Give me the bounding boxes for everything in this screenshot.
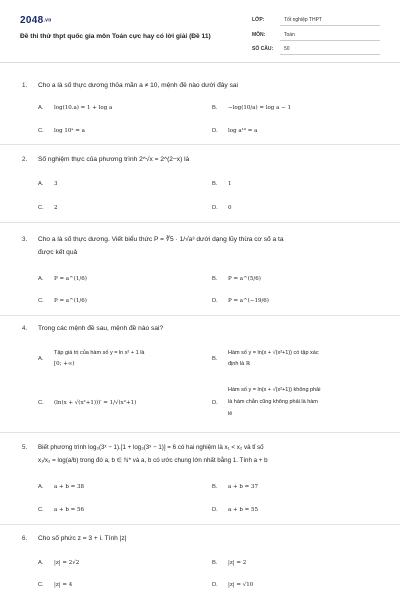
option-a-text[interactable]: a + b = 38 <box>54 484 85 490</box>
option-d-text[interactable]: log a¹⁰ = a <box>228 128 258 134</box>
option-b-text[interactable]: 1 <box>228 181 232 187</box>
option-b-text[interactable]: P = a^(5/6) <box>228 276 261 282</box>
option-letter: A. <box>38 181 44 187</box>
exam-header <box>0 0 400 63</box>
meta-value-count: 50 <box>284 46 290 52</box>
option-c-text[interactable]: (ln(x + √(x²+1)))′ = 1/√(x²+1) <box>54 400 137 406</box>
option-letter: C. <box>38 400 44 406</box>
option-letter: D. <box>212 128 218 134</box>
option-b-text[interactable]: a + b = 37 <box>228 484 259 490</box>
question-text-line1: Biết phương trình log₃(3ˣ − 1).[1 + log₃(3ˣ − 1)] = 6 có hai nghiệm là x₁ < x₂ và tỉ số <box>38 444 264 451</box>
option-letter: C. <box>38 582 44 588</box>
option-b-line2[interactable]: định là ℝ <box>228 361 251 367</box>
option-b-line1[interactable]: Hàm số y = ln(x + √(x²+1)) có tập xác <box>228 350 319 356</box>
meta-label-grade: LỚP: <box>252 17 265 23</box>
option-letter: C. <box>38 205 44 211</box>
option-letter: B. <box>212 181 218 187</box>
option-letter: B. <box>212 356 218 362</box>
question-number: 3. <box>22 236 28 243</box>
option-b-text[interactable]: −log(10/a) = log a − 1 <box>228 105 291 111</box>
question-text: Cho a là số thực dương thỏa mãn a ≠ 10, mệnh đề nào dưới đây sai <box>38 82 238 89</box>
option-letter: A. <box>38 105 44 111</box>
option-a-line2[interactable]: [0; +∞) <box>54 361 75 367</box>
meta-value-subject: Toán <box>284 32 295 38</box>
logo-suffix: .vn <box>43 17 52 24</box>
logo-text: 2048 <box>20 15 44 26</box>
question-divider <box>0 524 400 525</box>
option-letter: D. <box>212 582 218 588</box>
option-letter: C. <box>38 298 44 304</box>
question-text: Trong các mệnh đề sau, mệnh đề nào sai? <box>38 325 164 332</box>
option-letter: B. <box>212 484 218 490</box>
option-letter: A. <box>38 560 44 566</box>
question-number: 2. <box>22 156 28 163</box>
option-a-text[interactable]: log(10.a) = 1 + log a <box>54 105 113 111</box>
option-a-text[interactable]: P = a^(1/6) <box>54 276 87 282</box>
option-letter: B. <box>212 560 218 566</box>
question-number: 4. <box>22 325 28 332</box>
option-d-text[interactable]: P = a^(−19/6) <box>228 298 269 304</box>
option-d-text[interactable]: 0 <box>228 205 232 211</box>
question-text: Số nghiệm thực của phương trình 2^√x = 2^(2−x) là <box>38 156 190 163</box>
option-a-text[interactable]: 3 <box>54 181 58 187</box>
option-c-text[interactable]: log 10ᵃ = a <box>54 128 85 134</box>
exam-title: Đề thi thử thpt quốc gia môn Toán cực hay có lời giải (Đề 11) <box>20 33 211 40</box>
question-divider <box>0 432 400 433</box>
meta-underline <box>280 25 380 26</box>
option-letter: C. <box>38 507 44 513</box>
option-letter: A. <box>38 484 44 490</box>
option-c-text[interactable]: 2 <box>54 205 58 211</box>
meta-underline <box>280 40 380 41</box>
option-letter: B. <box>212 105 218 111</box>
option-letter: A. <box>38 356 44 362</box>
option-letter: A. <box>38 276 44 282</box>
option-a-line1[interactable]: Tập giá trị của hàm số y = ln x² + 1 là <box>54 350 145 356</box>
option-letter: D. <box>212 298 218 304</box>
option-d-line3[interactable]: lẻ <box>228 411 233 417</box>
question-text-line2: x₁/x₂ = log(a/b) trong đó a, b ∈ ℕ* và a, b có ước chung lớn nhất bằng 1. Tính a + b <box>38 457 268 464</box>
option-d-text[interactable]: |z| = √10 <box>228 582 254 588</box>
meta-label-count: SỐ CÂU: <box>252 46 274 52</box>
option-c-text[interactable]: a + b = 56 <box>54 507 85 513</box>
option-d-line1[interactable]: Hàm số y = ln(x + √(x²+1)) không phải <box>228 387 321 393</box>
option-letter: D. <box>212 507 218 513</box>
meta-value-grade: Tốt nghiệp THPT <box>284 17 322 23</box>
option-d-text[interactable]: a + b = 55 <box>228 507 259 513</box>
option-c-text[interactable]: P = a^(1/6) <box>54 298 87 304</box>
option-b-text[interactable]: |z| = 2 <box>228 560 247 566</box>
option-letter: D. <box>212 205 218 211</box>
option-a-text[interactable]: |z| = 2√2 <box>54 560 80 566</box>
question-text-line1: Cho a là số thực dương. Viết biểu thức P = ∛5 · 1/√a³ dưới dạng lũy thừa cơ số a ta <box>38 236 284 243</box>
option-letter: C. <box>38 128 44 134</box>
option-d-line2[interactable]: là hàm chẵn cũng không phải là hàm <box>228 399 318 405</box>
question-text: Cho số phức z = 3 + i. Tính |z| <box>38 535 127 542</box>
question-divider <box>0 144 400 145</box>
question-divider <box>0 315 400 316</box>
meta-label-subject: MÔN: <box>252 32 266 38</box>
site-logo[interactable] <box>20 15 52 26</box>
question-text-line2: được kết quả <box>38 249 78 256</box>
option-c-text[interactable]: |z| = 4 <box>54 582 73 588</box>
option-letter: D. <box>212 400 218 406</box>
option-letter: B. <box>212 276 218 282</box>
question-number: 6. <box>22 535 28 542</box>
question-divider <box>0 222 400 223</box>
question-number: 5. <box>22 444 28 451</box>
meta-underline <box>280 54 380 55</box>
question-number: 1. <box>22 82 28 89</box>
